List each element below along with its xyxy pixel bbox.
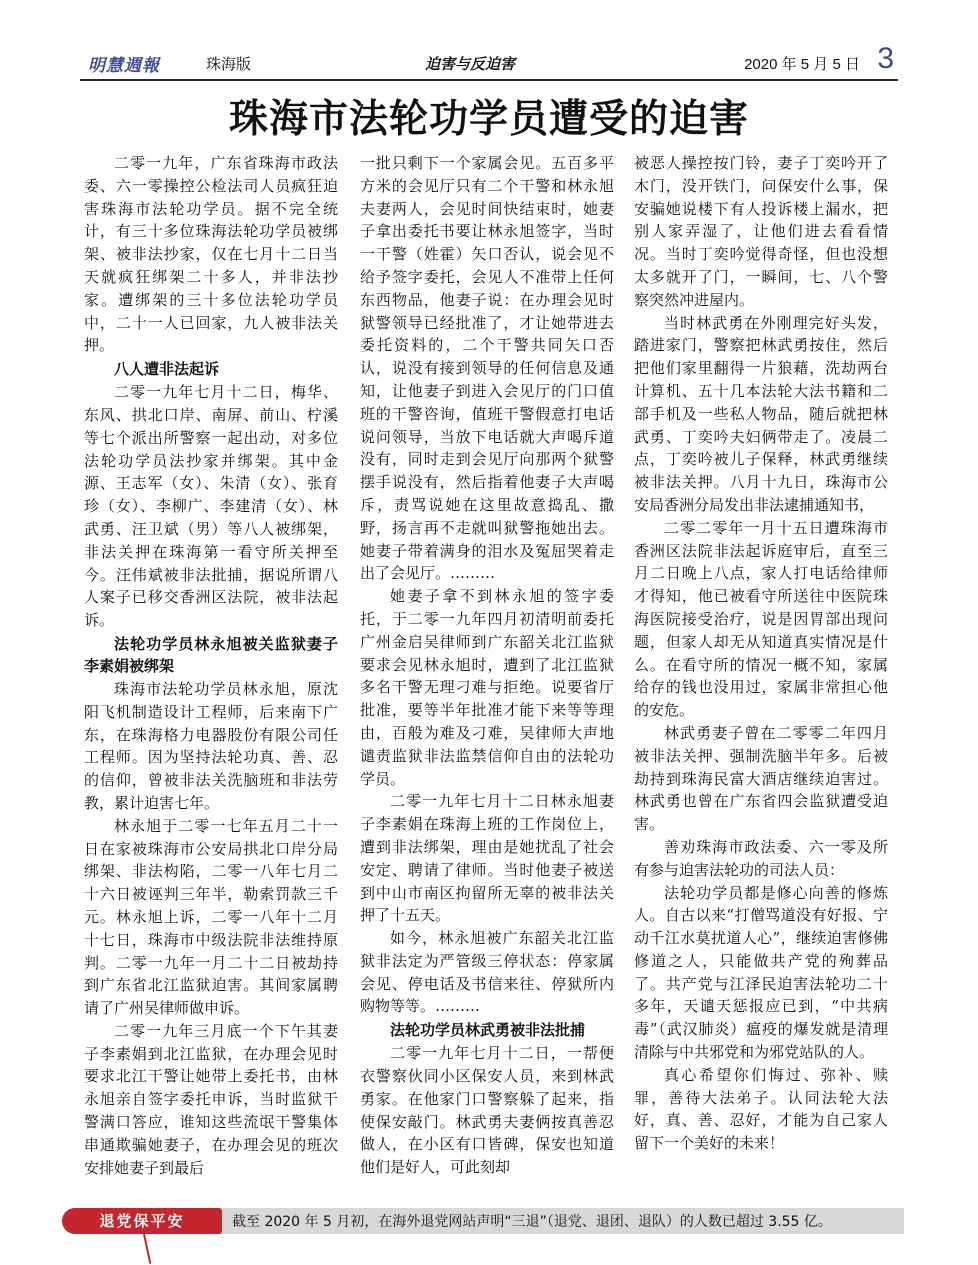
page-header: [80, 42, 898, 78]
paragraph: 善劝珠海市政法委、六一零及所有参与迫害法轮功的司法人员：: [634, 837, 888, 879]
section-title: 迫害与反迫害: [425, 55, 516, 73]
article-headline: 珠海市法轮功学员遭受的迫害: [228, 96, 749, 142]
paragraph: 林永旭于二零一七年五月二十一日在家被珠海市公安局拱北口岸分局绑架、非法构陷，二零一八年七月二十六日被诬判三年半，勒索罚款三千元。林永旭上诉，二零一八年十二月十七日，珠海市中级法院非法维持原判。二零一九年一月二十二日被劫持到广东省北江监狱迫害。其间家属聘请了广州吴律师做申诉。: [84, 816, 338, 1018]
paragraph: 二零一九年七月十二日，梅华、东风、拱北口岸、南屏、前山、柠溪等七个派出所警察一起出动，对多位法轮功学员法抄家并绑架。其中金源、王志军（女）、朱清（女）、张育珍（女）、李柳广、李建清（女）、林武勇、汪卫斌（男）等八人被绑架，非法关押在珠海第一看守所关押至今。汪伟斌被非法批捕，据说所谓八人案子已移交香洲区法院，被非法起诉。: [84, 383, 338, 630]
paragraph: 林武勇妻子曾在二零零二年四月被非法关押、强制洗脑半年多。后被劫持到珠海民富大酒店继续迫害过。林武勇也曾在广东省四会监狱遭受迫害。: [634, 723, 888, 834]
paragraph: 二零一九年三月底一个下午其妻子李素娟到北江监狱，在办理会见时要求北江干警让她带上委托书，由林永旭亲自签字委托申诉，当时监狱干警满口答应，谁知这些流氓干警集体串通欺骗她妻子，在办理会见的班次安排她妻子到最后: [84, 1021, 338, 1177]
edition-label: 珠海版: [206, 55, 252, 73]
article-column-3: [634, 152, 888, 1155]
footer-notice: 截至 2020 年 5 月初，在海外退党网站声明“三退”（退党、退团、退队）的人数已超过 3.55 亿。: [232, 1214, 832, 1230]
paragraph: 被恶人操控按门铃，妻子丁奕吟开了木门，没开铁门，问保安什么事，保安骗她说楼下有人投诉楼上漏水，把别人家弄湿了，让他们进去看看情况。当时丁奕吟觉得奇怪，但也没想太多就开了门，一瞬间，七、八个警察突然冲进屋内。: [634, 154, 888, 309]
paragraph: 珠海市法轮功学员林永旭，原沈阳飞机制造设计工程师，后来南下广东，在珠海格力电器股份有限公司任工程师。因为坚持法轮功真、善、忍的信仰，曾被非法关洗脑班和非法劳教，累计迫害七年。: [84, 679, 338, 812]
issue-date: 2020 年 5 月 5 日: [744, 56, 860, 73]
subheading: 法轮功学员林永旭被关监狱妻子李素娟被绑架: [84, 634, 338, 675]
paragraph: 二零一九年七月十二日，一帮便衣警察伙同小区保安人员，来到林武勇家。在他家门口警察躲了起来，指使保安敲门。林武勇夫妻俩按真善忍做人，在小区有口皆碑，保安也知道他们是好人，可此刻却: [360, 1044, 614, 1177]
paragraph: 真心希望你们悔过、弥补、赎罪，善待大法弟子。认同法轮大法好，真、善、忍好，才能为自己家人留下一个美好的未来！: [634, 1065, 888, 1153]
paragraph: 她妻子拿不到林永旭的签字委托，于二零一九年四月初清明前委托广州金启吴律师到广东韶关北江监狱要求会见林永旭时，遭到了北江监狱多名干警无理刁难与拒绝。说要省厅批准，要等半年批准才能下来等等理由，百般为难及刁难，吴律师大声地谴责监狱非法监禁信仰自由的法轮功学员。: [360, 587, 614, 788]
badge-tassel-icon: [143, 1232, 152, 1264]
article-column-1: [84, 152, 338, 1179]
subheading: 法轮功学员林武勇被非法批捕: [390, 1021, 586, 1040]
paragraph: 如今，林永旭被广东韶关北江监狱非法定为严管级三停状态：停家属会见、停电话及书信来往、停狱所内购物等等。………: [360, 929, 614, 1016]
footer-banner: [54, 1202, 904, 1238]
page-number: 3: [877, 42, 894, 75]
paragraph: 二零一九年，广东省珠海市政法委、六一零操控公检法司人员疯狂迫害珠海市法轮功学员。据不完全统计，有三十多位珠海法轮功学员被绑架、被非法抄家，仅在七月十二日当天就疯狂绑架二十多人，并非法抄家。遭绑架的三十多位法轮功学员中，二十一人已回家，九人被非法关押。: [84, 154, 338, 355]
paragraph: 一批只剩下一个家属会见。五百多平方米的会见厅只有二个干警和林永旭夫妻两人，会见时间快结束时，她妻子拿出委托书要让林永旭签字，当时一干警（姓霍）矢口否认，说会见不给予签字委托，会见人不准带上任何东西物品，他妻子说：在办理会见时狱警领导已经批准了，才让她带进去委托资料的，二个干警共同矢口否认，说没有接到领导的任何信息及通知，让他妻子到进入会见厅的门口值班的干警咨询，值班干警假意打电话说问领导，当放下电话就大声喝斥道没有，同时走到会见厅向那两个狱警摆手说没有，然后指着他妻子大声喝斥，责骂说她在这里故意捣乱、撒野，扬言再不走就叫狱警拖她出去。她妻子带着满身的泪水及冤屈哭着走出了会见厅。………: [360, 154, 614, 583]
subheading: 八人遭非法起诉: [114, 360, 220, 379]
paragraph: 二零一九年七月十二日林永旭妻子李素娟在珠海上班的工作岗位上，遭到非法绑架，理由是她扰乱了社会安定、聘请了律师。当时他妻子被送到中山市南区拘留所无辜的被非法关押了十五天。: [360, 792, 614, 925]
article-column-2: [360, 152, 614, 1179]
paragraph: 法轮功学员都是修心向善的修炼人。自古以来“打僧骂道没有好报、宁动千江水莫扰道人心”，继续迫害修佛修道之人，只能做共产党的殉葬品了。共产党与江泽民迫害法轮功二十多年，天谴天惩报应已到，“中共病毒”（武汉肺炎）瘟疫的爆发就是清理清除与中共邪党和为邪党站队的人。: [634, 883, 888, 1062]
paragraph: 当时林武勇在外刚理完好头发，踏进家门，警察把林武勇按住，然后把他们家里翻得一片狼藉，洗劫两台计算机、五十几本法轮大法书籍和二部手机及一些私人物品，随后就把林武勇、丁奕吟夫妇俩带走了。凌晨二点，丁奕吟被儿子保释，林武勇继续被非法关押。八月十九日，珠海市公安局香洲分局发出非法逮捕通知书，: [634, 313, 888, 514]
paragraph: 二零二零年一月十五日遭珠海市香洲区法院非法起诉庭审后，直至三月二日晚上八点，家人打电话给律师才得知，他已被看守所送往中医院珠海医院接受治疗，说是因胃部出现问题，但家人却无从知道真实情况是什么。在看守所的情况一概不知，家属给存的钱也没用过，家属非常担心他的安危。: [634, 518, 888, 720]
footer-badge: 退党保平安: [62, 1208, 222, 1234]
masthead-logo: 明慧週報: [88, 56, 160, 76]
header-rule: [80, 79, 898, 81]
